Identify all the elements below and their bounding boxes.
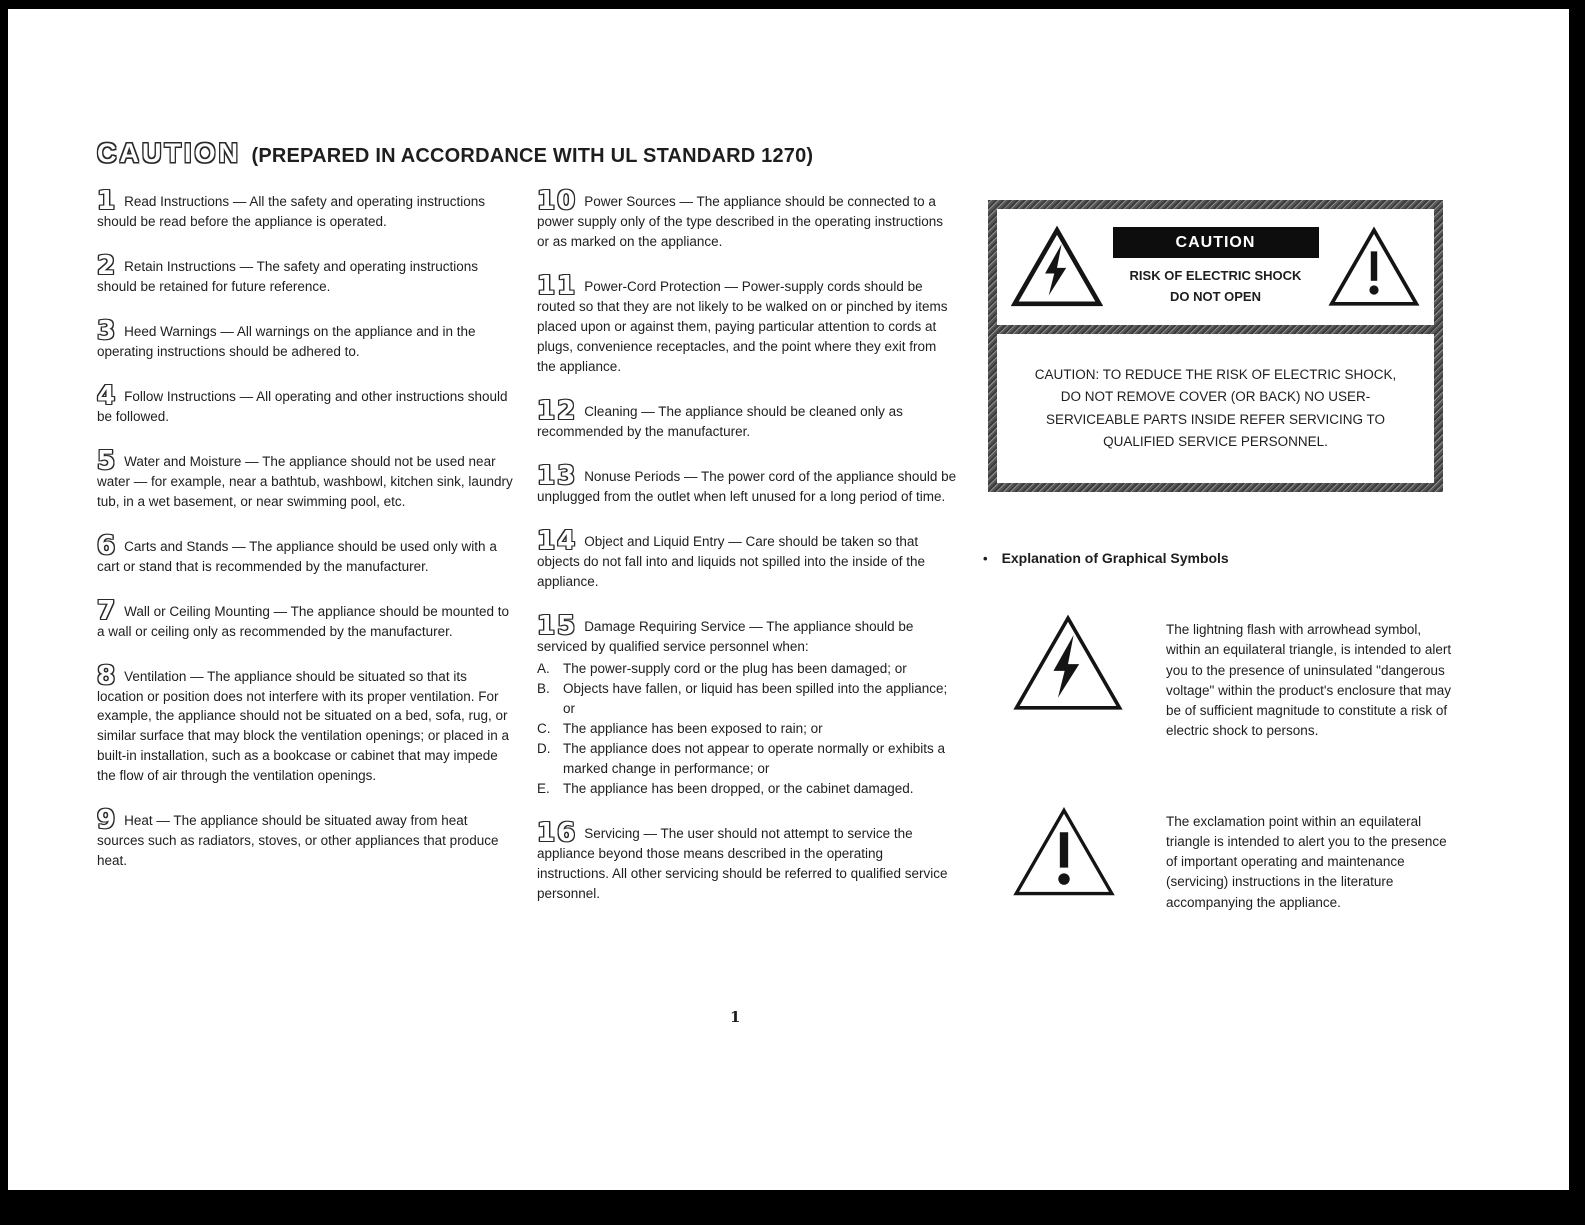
- item-number: 3: [97, 315, 118, 346]
- sublist-letter: D.: [537, 741, 551, 757]
- instruction-item-4: [97, 380, 517, 427]
- sublist-text: The power-supply cord or the plug has been damaged; or: [563, 661, 907, 677]
- sublist-item-a: [537, 659, 957, 679]
- item-number: 6: [97, 530, 118, 561]
- item-text: Read Instructions — All the safety and operating instructions should be read before the appliance is operated.: [97, 194, 486, 229]
- page-edge-right: [1569, 0, 1585, 1225]
- sublist-text: Objects have fallen, or liquid has been spilled into the appliance; or: [563, 681, 948, 717]
- sublist-letter: A.: [537, 661, 550, 677]
- sublist-letter: E.: [537, 781, 550, 797]
- lightning-triangle-icon: [1012, 612, 1124, 719]
- item-number: 12: [537, 395, 578, 426]
- item-number: 16: [537, 818, 578, 849]
- item-text: Follow Instructions — All operating and other instructions should be followed.: [97, 388, 508, 424]
- page-edge-top: [0, 0, 1585, 9]
- instruction-item-3: [97, 315, 517, 362]
- caution-box-divider: [997, 325, 1434, 334]
- sublist-text: The appliance does not appear to operate normally or exhibits a marked change in performance; or: [563, 741, 945, 777]
- risk-line-2: DO NOT OPEN: [1169, 288, 1261, 304]
- page-edge-bottom: [0, 1190, 1585, 1225]
- sublist-item-e: [537, 779, 957, 799]
- sublist-text: The appliance has been exposed to rain; or: [563, 721, 823, 737]
- item-text: Retain Instructions — The safety and operating instructions should be retained for future reference.: [97, 258, 479, 294]
- sublist-letter: B.: [537, 681, 550, 697]
- item-text: Power Sources — The appliance should be connected to a power supply only of the type described in the operating instructions or as marked on the appliance.: [537, 194, 943, 249]
- item-number: 2: [97, 250, 118, 281]
- symbols-section-heading: [983, 550, 1229, 566]
- caution-box-center: [1113, 227, 1319, 306]
- symbols-list: [1012, 612, 1452, 975]
- page-title-caution-word: CAUTION: [97, 138, 241, 168]
- lightning-triangle-icon: [1011, 225, 1103, 309]
- instruction-item-2: [97, 250, 517, 297]
- page-title-standard-text: (PREPARED IN ACCORDANCE WITH UL STANDARD 1270): [251, 145, 814, 167]
- item-number: 14: [537, 525, 578, 556]
- instruction-item-11: [537, 270, 957, 377]
- item-text: Ventilation — The appliance should be situated so that its location or position does not interfere with its proper ventilation. For example, the appliance should not be situated on a bed, sofa, rug, or similar surface that may block the ventilation openings; or placed in a built-in installation, such as a bookcase or cabinet that may impede the flow of air through the ventilation openings.: [97, 668, 509, 784]
- item-text: Water and Moisture — The appliance should not be used near water — for example, near a bathtub, washbowl, kitchen sink, laundry tub, in a wet basement, or near swimming pool, etc.: [97, 453, 513, 509]
- lightning-symbol-description: The lightning flash with arrowhead symbol, within an equilateral triangle, is intended to alert you to the presence of uninsulated "dangerous voltage" within the product's enclosure that may be of sufficient magnitude to constitute a risk of electric shock to persons.: [1166, 622, 1452, 739]
- caution-box-body-text: CAUTION: TO REDUCE THE RISK OF ELECTRIC SHOCK, DO NOT REMOVE COVER (OR BACK) NO USER-SERVICEABLE PARTS INSIDE REFER SERVICING TO QUALIFIED SERVICE PERSONNEL.: [997, 334, 1434, 483]
- instruction-item-12: [537, 395, 957, 442]
- item-number: 13: [537, 460, 578, 491]
- instruction-item-7: [97, 595, 517, 642]
- item-number: 10: [537, 186, 578, 216]
- sublist-item-c: [537, 719, 957, 739]
- instruction-item-10: [537, 186, 957, 252]
- instruction-item-15: [537, 610, 957, 800]
- page-edge-left: [0, 0, 8, 1225]
- page-number: 1: [730, 1008, 741, 1026]
- exclamation-triangle-icon: [1328, 225, 1420, 309]
- symbols-heading-text: Explanation of Graphical Symbols: [1001, 550, 1229, 566]
- item-number: 1: [97, 186, 118, 216]
- item-number: 15: [537, 610, 578, 641]
- item-text: Heed Warnings — All warnings on the appliance and in the operating instructions should be adhered to.: [97, 323, 476, 359]
- item-number: 5: [97, 445, 118, 476]
- damage-service-sublist: [537, 659, 957, 799]
- item-text: Carts and Stands — The appliance should be used only with a cart or stand that is recommended by the manufacturer.: [97, 538, 497, 574]
- item-text: Heat — The appliance should be situated away from heat sources such as radiators, stoves, or other appliances that produce heat.: [97, 813, 499, 869]
- symbol-row-exclamation: [1012, 804, 1452, 913]
- item-number: 4: [97, 380, 118, 411]
- page-title: [97, 138, 813, 169]
- item-number: 9: [97, 805, 118, 836]
- item-text: Nonuse Periods — The power cord of the appliance should be unplugged from the outlet when left unused for a long period of time.: [537, 468, 957, 504]
- item-text: Wall or Ceiling Mounting — The appliance should be mounted to a wall or ceiling only as recommended by the manufacturer.: [97, 603, 510, 639]
- sublist-item-b: [537, 679, 957, 719]
- item-text: Object and Liquid Entry — Care should be taken so that objects do not fall into and liquids not spilled into the inside of the appliance.: [537, 533, 926, 589]
- symbol-row-lightning: [1012, 612, 1452, 742]
- caution-label: CAUTION: [1113, 227, 1319, 258]
- bullet-icon: •: [983, 551, 988, 566]
- instruction-item-8: [97, 660, 517, 787]
- item-text: Cleaning — The appliance should be cleaned only as recommended by the manufacturer.: [537, 403, 903, 439]
- item-text: Damage Requiring Service — The appliance should be serviced by qualified service personnel when:: [537, 618, 914, 654]
- instruction-item-6: [97, 530, 517, 577]
- instructions-column-1: [97, 186, 517, 896]
- caution-box-symbols-row: [997, 209, 1434, 325]
- item-number: 8: [97, 660, 118, 691]
- exclamation-triangle-icon: [1012, 804, 1124, 905]
- instruction-item-14: [537, 525, 957, 592]
- item-text: Servicing — The user should not attempt to service the appliance beyond those means described in the operating instructions. All other servicing should be referred to qualified service personnel.: [537, 826, 948, 902]
- instruction-item-13: [537, 460, 957, 507]
- risk-line-1: RISK OF ELECTRIC SHOCK: [1129, 268, 1302, 284]
- sublist-item-d: [537, 739, 957, 779]
- electric-shock-caution-box: [988, 200, 1443, 492]
- sublist-text: The appliance has been dropped, or the cabinet damaged.: [563, 781, 914, 797]
- item-number: 11: [537, 270, 578, 301]
- instruction-item-16: [537, 818, 957, 904]
- exclamation-symbol-description: The exclamation point within an equilateral triangle is intended to alert you to the presence of important operating and maintenance (servicing) instructions in the literature accompanying the appliance.: [1166, 813, 1447, 910]
- instruction-item-1: [97, 186, 517, 232]
- instructions-column-2: [537, 186, 957, 929]
- item-text: Power-Cord Protection — Power-supply cords should be routed so that they are not likely to be walked on or pinched by items placed upon or against them, paying particular attention to cords at plugs, convenience receptacles, and the point where they exit from the appliance.: [537, 278, 948, 374]
- item-number: 7: [97, 595, 118, 626]
- sublist-letter: C.: [537, 721, 551, 737]
- instruction-item-5: [97, 445, 517, 512]
- instruction-item-9: [97, 805, 517, 871]
